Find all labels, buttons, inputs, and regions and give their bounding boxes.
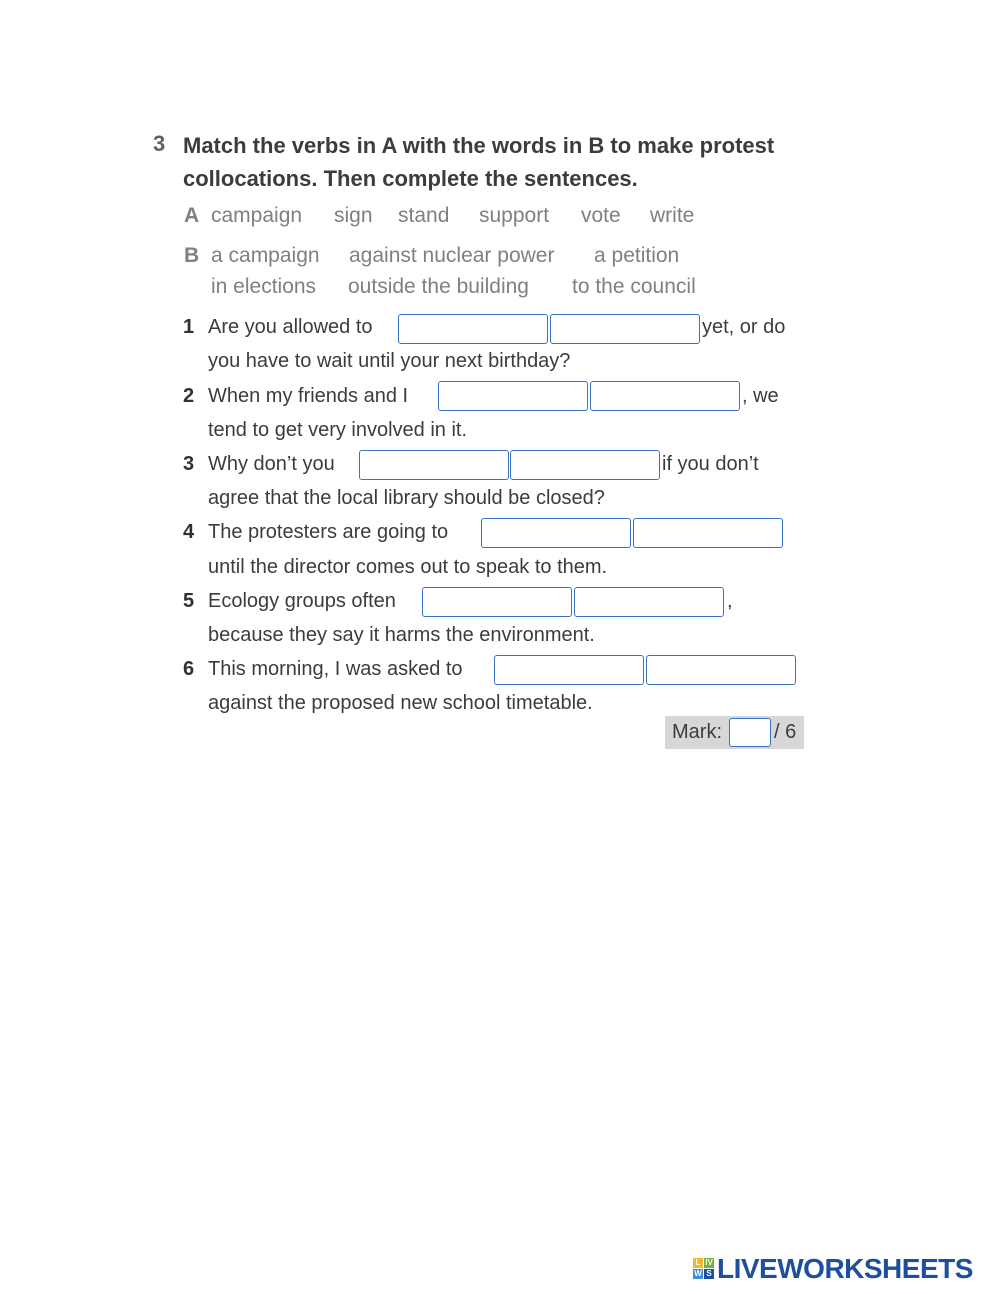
sentence-text: Are you allowed to	[208, 316, 373, 338]
sentence-text: When my friends and I	[208, 385, 409, 407]
answer-input-2b[interactable]	[590, 381, 740, 411]
answer-input-5a[interactable]	[422, 587, 572, 617]
instruction-line-1: Match the verbs in A with the words in B to make protest	[183, 133, 775, 158]
sentence-text: The protesters are going to	[208, 521, 449, 543]
answer-input-3b[interactable]	[510, 450, 660, 480]
word-bank-a-word: sign	[334, 204, 373, 227]
word-bank-a-word: vote	[581, 204, 621, 227]
word-bank-a-word: stand	[398, 204, 450, 227]
answer-input-4b[interactable]	[633, 518, 783, 548]
exercise-number: 3	[153, 131, 166, 156]
liveworksheets-badge-icon: L IV W S	[694, 1258, 713, 1278]
word-bank-b-phrase: in elections	[211, 275, 317, 298]
word-bank-a-word: support	[479, 204, 550, 227]
sentence-number: 2	[183, 385, 195, 407]
sentence-text: agree that the local library should be closed?	[208, 487, 605, 509]
sentence-number: 5	[183, 590, 195, 612]
answer-input-2a[interactable]	[438, 381, 588, 411]
mark-total: / 6	[774, 721, 797, 743]
mark-panel	[665, 716, 804, 749]
word-bank-b-phrase: against nuclear power	[349, 244, 555, 267]
sentence-text: , we	[742, 385, 779, 407]
sentence-text: until the director comes out to speak to them.	[208, 556, 608, 578]
answer-input-5b[interactable]	[574, 587, 724, 617]
word-bank-a-letter: A	[184, 204, 200, 227]
answer-input-4a[interactable]	[481, 518, 631, 548]
liveworksheets-wordmark: LIVEWORKSHEETS	[717, 1253, 973, 1284]
sentence-text: if you don’t	[662, 453, 759, 475]
sentence-number: 6	[183, 658, 195, 680]
sentence-text: you have to wait until your next birthday?	[208, 350, 571, 372]
answer-input-6a[interactable]	[494, 655, 644, 685]
sentence-text: against the proposed new school timetable.	[208, 692, 593, 714]
sentence-text: Why don’t you	[208, 453, 335, 475]
sentence-number: 4	[183, 521, 195, 543]
word-bank-b-phrase: to the council	[572, 275, 696, 298]
sentence-number: 3	[183, 453, 195, 475]
sentence-text: Ecology groups often	[208, 590, 396, 612]
mark-label: Mark:	[672, 721, 722, 743]
instruction-line-2: collocations. Then complete the sentences.	[183, 166, 638, 191]
sentence-text: yet, or do	[702, 316, 786, 338]
sentence-text: because they say it harms the environment.	[208, 624, 595, 646]
answer-input-6b[interactable]	[646, 655, 796, 685]
word-bank-b-phrase: a petition	[594, 244, 680, 267]
word-bank-b-letter: B	[184, 244, 200, 267]
mark-input[interactable]	[729, 718, 771, 747]
sentence-text: This morning, I was asked to	[208, 658, 463, 680]
word-bank-b-phrase: outside the building	[348, 275, 529, 298]
sentence-text: ,	[727, 590, 733, 612]
word-bank-a-word: write	[650, 204, 695, 227]
word-bank-a-word: campaign	[211, 204, 303, 227]
answer-input-3a[interactable]	[359, 450, 509, 480]
answer-input-1a[interactable]	[398, 314, 548, 344]
word-bank-b-phrase: a campaign	[211, 244, 320, 267]
answer-input-1b[interactable]	[550, 314, 700, 344]
sentence-number: 1	[183, 316, 195, 338]
sentence-text: tend to get very involved in it.	[208, 419, 468, 441]
